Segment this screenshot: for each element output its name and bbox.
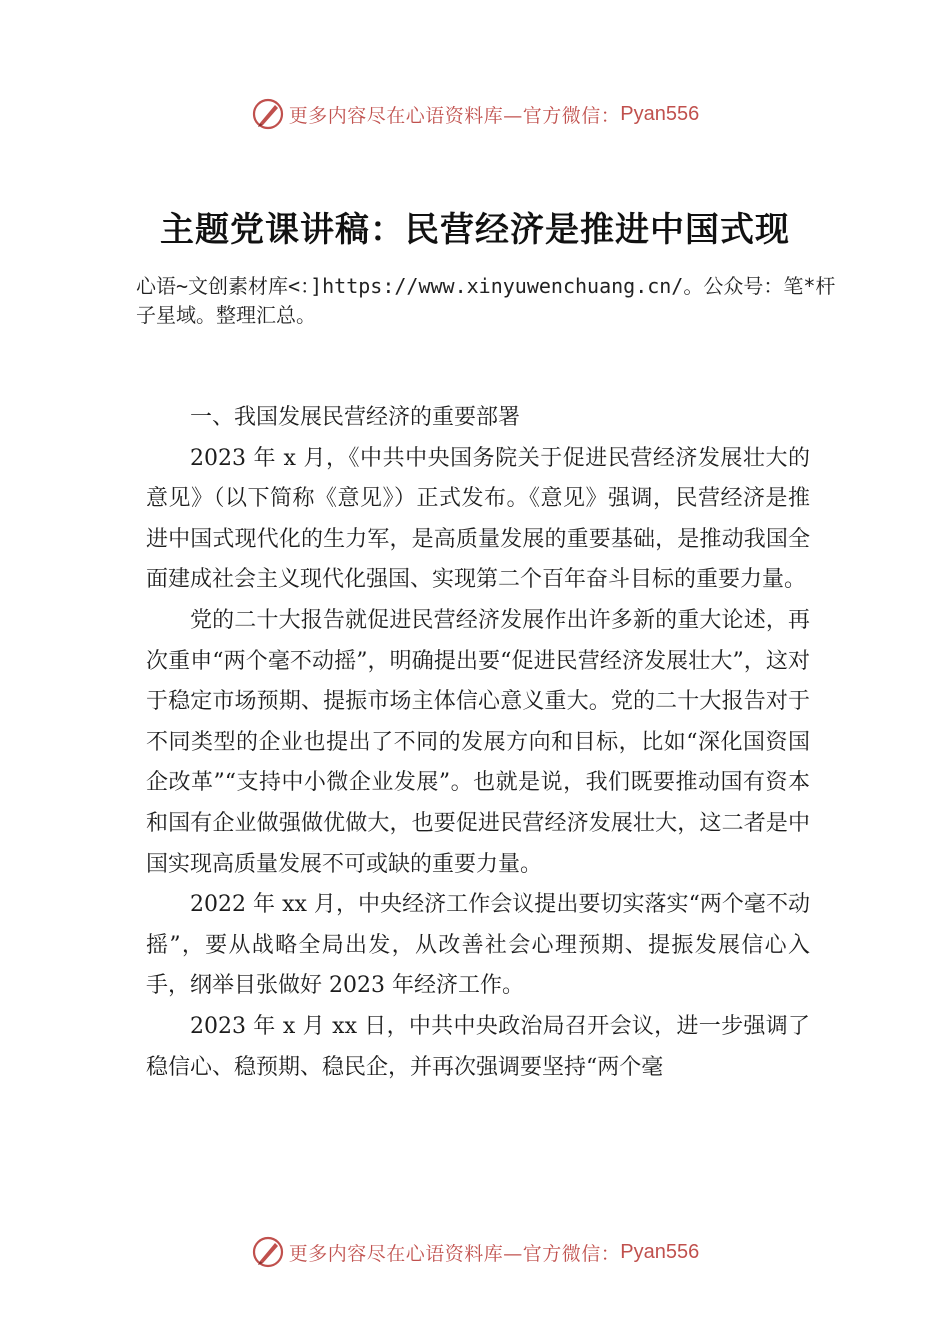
footer-banner — [0, 1232, 950, 1272]
wechat-id: Pyan556 — [620, 102, 700, 125]
paragraph: 2023 年 x 月 xx 日，中共中央政治局召开会议，进一步强调了稳信心、稳预期、稳民企，并再次强调要坚持“两个毫 — [146, 1013, 810, 1080]
paragraph: 2023 年 x 月，《中共中央国务院关于促进民营经济发展壮大的意见》（以下简称《意见》）正式发布。《意见》强调，民营经济是推进中国式现代化的生力军，是高质量发展的重要基础，是推动我国全面建成社会主义现代化强国、实现第二个百年奋斗目标的重要力量。 — [146, 445, 810, 593]
header-banner — [0, 94, 950, 134]
pen-logo-icon — [251, 1235, 285, 1269]
paragraph: 2022 年 xx 月，中央经济工作会议提出要切实落实“两个毫不动摇”，要从战略全局出发，从改善社会心理预期、提振发展信心入手，纲举目张做好 2023 年经济工作。 — [146, 892, 810, 999]
section-heading: 一、我国发展民营经济的重要部署 — [190, 405, 521, 430]
banner-text: 更多内容尽在心语资料库—官方微信： — [288, 1242, 621, 1265]
banner-text: 更多内容尽在心语资料库—官方微信： — [288, 104, 621, 127]
pen-logo-icon — [251, 97, 285, 131]
source-note: 心语~文创素材库<：]https://www.xinyuwenchuang.cn/。公众号：笔*杆子星域。整理汇总。 — [136, 274, 836, 327]
document-title: 主题党课讲稿：民营经济是推进中国式现 — [160, 210, 790, 250]
document-body — [146, 398, 810, 1088]
paragraph: 党的二十大报告就促进民营经济发展作出许多新的重大论述，再次重申“两个毫不动摇”，明确提出要“促进民营经济发展壮大”，这对于稳定市场预期、提振市场主体信心意义重大。党的二十大报告对于不同类型的企业也提出了不同的发展方向和目标，比如“深化国资国企改革”“支持中小微企业发展”。也就是说，我们既要推动国有资本和国有企业做强做优做大，也要促进民营经济发展壮大，这二者是中国实现高质量发展不可或缺的重要力量。 — [146, 607, 810, 877]
wechat-id: Pyan556 — [620, 1240, 700, 1263]
